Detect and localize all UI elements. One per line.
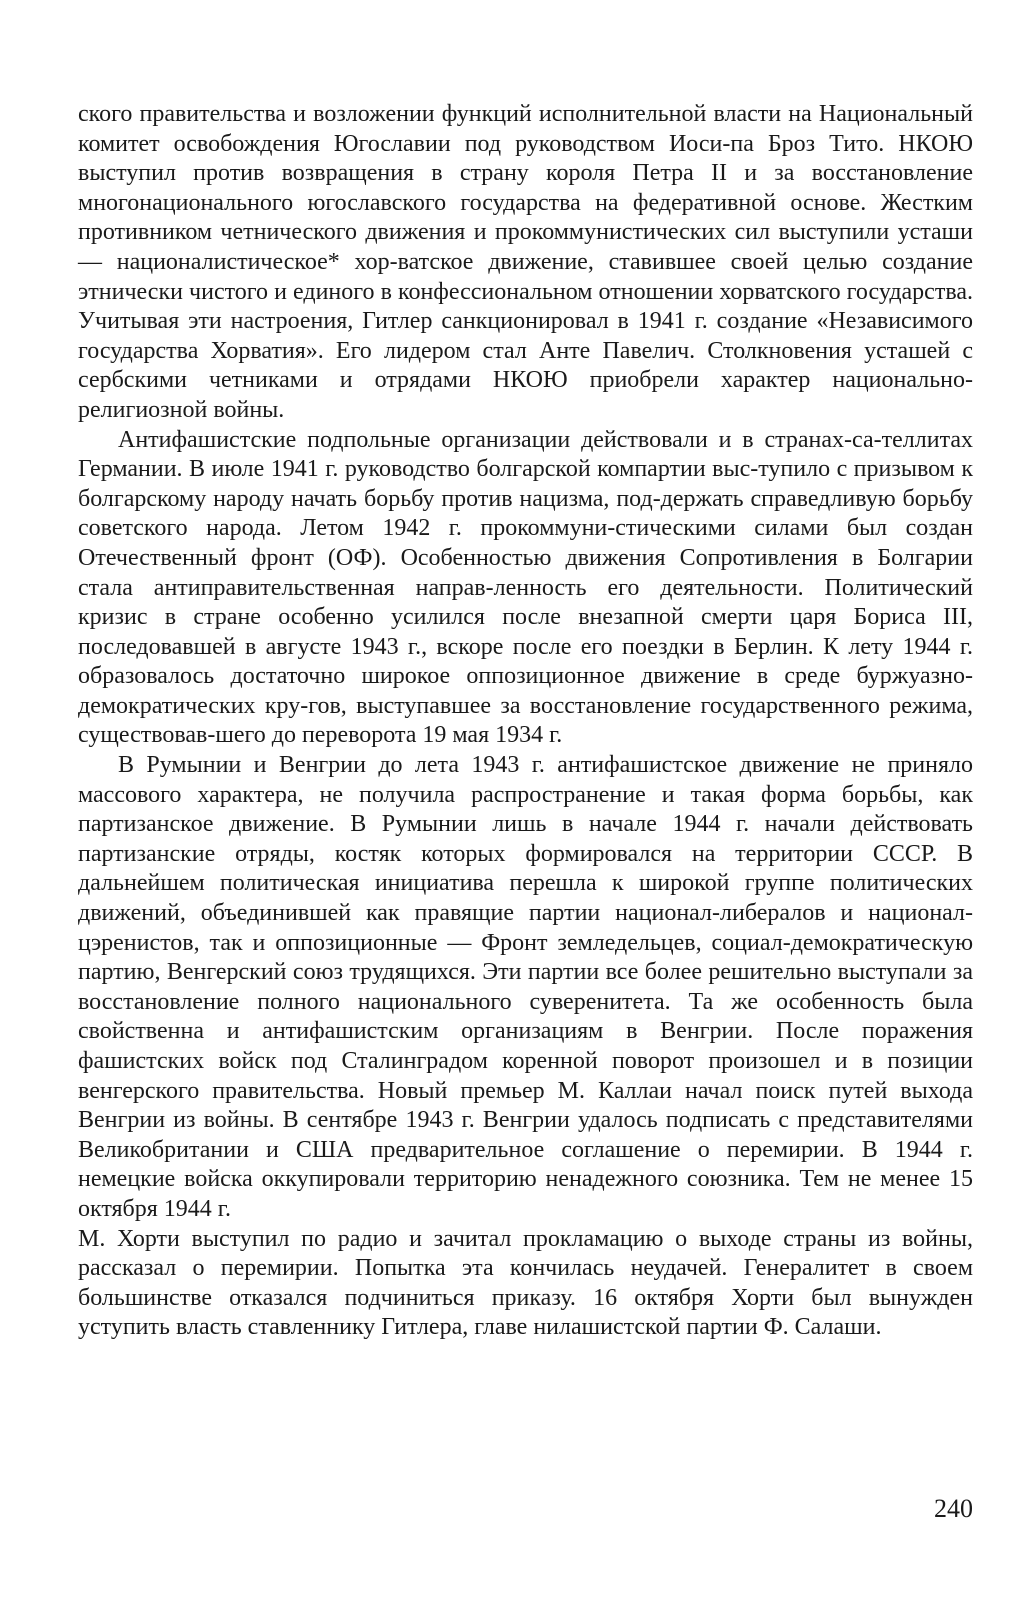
paragraph-2: Антифашистские подпольные организации действовали и в странах-са-теллитах Германии. В июле 1941 г. руководство болгарской компартии выс-тупило с призывом к болгарскому народу начать борьбу против нацизма, под-держать справедливую борьбу советского народа. Летом 1942 г. прокоммуни-стическими силами был создан Отечественный фронт (ОФ). Особенностью движения Сопротивления в Болгарии стала антиправительственная направ-ленность его деятельности. Политический кризис в стране особенно усилился после внезапной смерти царя Бориса III, последовавшей в августе 1943 г., вскоре после его поездки в Берлин. К лету 1944 г. образовалось достаточно широкое оппозиционное движение в среде буржуазно-демократических кру-гов, выступавшее за восстановление государственного режима, существовав-шего до переворота 19 мая 1934 г. — [78, 426, 973, 749]
paragraph-3: В Румынии и Венгрии до лета 1943 г. антифашистское движение не приняло массового характера, не получила распространение и такая форма борьбы, как партизанское движение. В Румынии лишь в начале 1944 г. начали действовать партизанские отряды, костяк которых формировался на территории СССР. В дальнейшем политическая инициатива перешла к широкой группе политических движений, объединившей как правящие партии национал-либералов и национал-цэренистов, так и оппозиционные — Фронт земледельцев, социал-демократическую партию, Венгерский союз трудящихся. Эти партии все более решительно выступали за восстановление полного национального суверенитета. Та же особенность была свойственна и антифашистским организациям в Венгрии. После поражения фашистских войск под Сталинградом коренной поворот произошел и в позиции венгерского правительства. Новый премьер М. Каллаи начал поиск путей выхода Венгрии из войны. В сентябре 1943 г. Венгрии удалось подписать с представителями Великобритании и США предварительное соглашение о перемирии. В 1944 г. немецкие войска оккупировали территорию ненадежного союзника. Тем не менее 15 октября 1944 г. — [78, 752, 973, 1222]
paragraph-4: М. Хорти выступил по радио и зачитал прокламацию о выходе страны из войны, рассказал о перемирии. Попытка эта кончилась неудачей. Генералитет в своем большинстве отказался подчиниться приказу. 16 октября Хорти был вынужден уступить власть ставленнику Гитлера, главе нилашистской партии Ф. Салаши. — [78, 1225, 973, 1341]
page-number: 240 — [934, 1494, 973, 1523]
page-body — [78, 100, 973, 1343]
paragraph-1: ского правительства и возложении функций исполнительной власти на Национальный комитет освобождения Югославии под руководством Иоси-па Броз Тито. НКОЮ выступил против возвращения в страну короля Петра II и за восстановление многонационального югославского государства на федеративной основе. Жестким противником четнического движения и прокоммунистических сил выступили усташи — националистическое* хор-ватское движение, ставившее своей целью создание этнически чистого и единого в конфессиональном отношении хорватского государства. Учитывая эти настроения, Гитлер санкционировал в 1941 г. создание «Независимого государства Хорватия». Его лидером стал Анте Павелич. Столкновения усташей с сербскими четниками и отрядами НКОЮ приобрели характер национально-религиозной войны. — [78, 101, 973, 423]
